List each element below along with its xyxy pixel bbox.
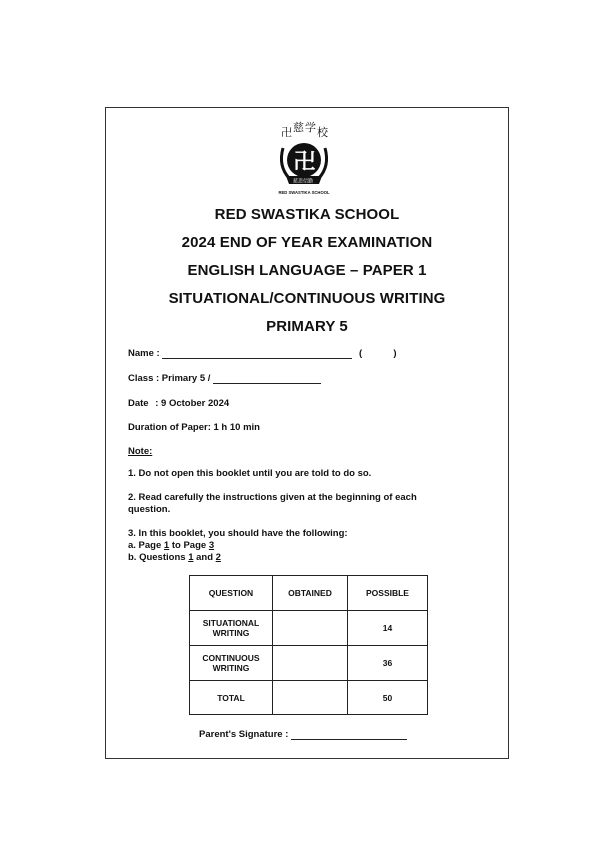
row-obtained-cell[interactable] (273, 681, 348, 715)
row-question: TOTAL (190, 681, 273, 715)
note-item-3: 3. In this booklet, you should have the following: (128, 528, 348, 539)
svg-text:卍: 卍 (293, 150, 316, 175)
signature-field (199, 729, 407, 740)
header-possible: POSSIBLE (348, 576, 428, 611)
note-item-1: 1. Do not open this booklet until you are told to do so. (128, 468, 372, 479)
signature-label: Parent's Signature : (199, 729, 289, 740)
paper-title: SITUATIONAL/CONTINUOUS WRITING (168, 290, 446, 307)
class-label: Class : Primary 5 / (128, 373, 211, 384)
signature-line[interactable] (291, 739, 407, 740)
date-field (128, 398, 229, 409)
date-value: : 9 October 2024 (155, 398, 230, 409)
table-header-row (190, 576, 428, 611)
score-table (189, 575, 428, 715)
note-heading: Note: (128, 446, 153, 457)
note-item-2-line2: question. (128, 504, 171, 515)
svg-text:RED SWASTIKA SCHOOL: RED SWASTIKA SCHOOL (278, 190, 330, 195)
table-row (190, 646, 428, 681)
class-input-line[interactable] (213, 383, 321, 384)
index-paren-close: ) (393, 348, 397, 359)
level-title: PRIMARY 5 (266, 318, 348, 335)
date-label: Date (128, 398, 149, 409)
exam-title: 2024 END OF YEAR EXAMINATION (181, 234, 433, 251)
svg-text:学: 学 (305, 121, 316, 134)
row-possible: 14 (348, 611, 428, 646)
row-obtained-cell[interactable] (273, 646, 348, 681)
name-input-line[interactable] (162, 358, 352, 359)
svg-text:校: 校 (317, 126, 328, 139)
row-obtained-cell[interactable] (273, 611, 348, 646)
table-row (190, 611, 428, 646)
row-possible: 50 (348, 681, 428, 715)
header-obtained: OBTAINED (273, 576, 348, 611)
index-paren-open: ( (358, 348, 363, 359)
school-crest-logo (273, 118, 335, 200)
name-label: Name : (128, 348, 160, 359)
subject-title: ENGLISH LANGUAGE – PAPER 1 (187, 262, 427, 279)
row-question: SITUATIONAL WRITING (190, 611, 273, 646)
duration-text: Duration of Paper: 1 h 10 min (128, 422, 260, 433)
note-item-2-line1: 2. Read carefully the instructions given at the beginning of each (128, 492, 417, 503)
svg-text:慈: 慈 (293, 121, 304, 134)
svg-text:卍: 卍 (281, 126, 292, 139)
header-question: QUESTION (190, 576, 273, 611)
row-question: CONTINUOUS WRITING (190, 646, 273, 681)
table-row-total (190, 681, 428, 715)
row-possible: 36 (348, 646, 428, 681)
class-field (128, 373, 321, 384)
svg-text:慈悲信勤: 慈悲信勤 (293, 178, 314, 185)
name-field (128, 348, 397, 359)
school-name: RED SWASTIKA SCHOOL (214, 206, 400, 223)
note-item-3a: a. Page 1 to Page 3 (128, 540, 215, 551)
note-item-3b: b. Questions 1 and 2 (128, 552, 221, 563)
